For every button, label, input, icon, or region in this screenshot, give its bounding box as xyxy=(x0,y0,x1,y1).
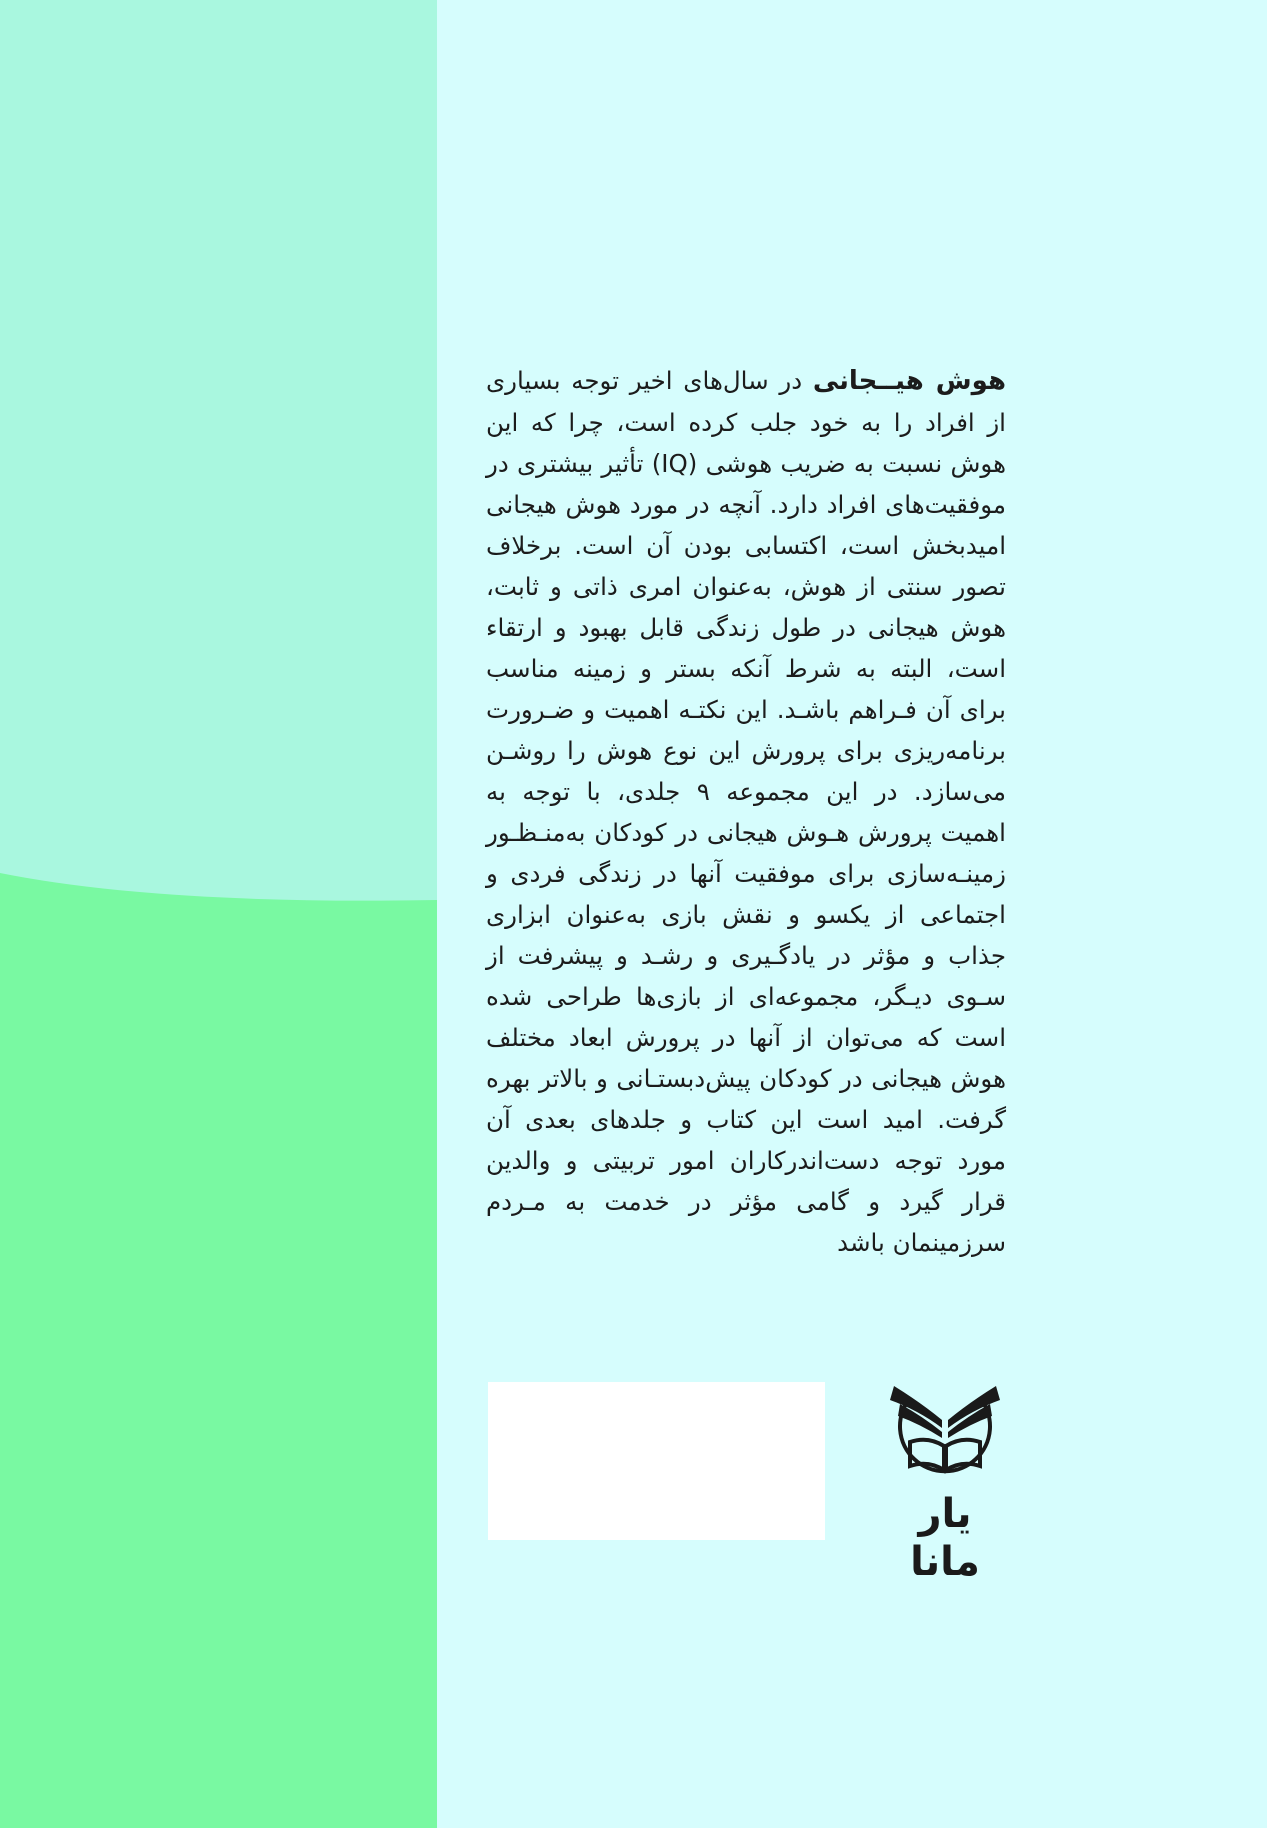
open-book-wings-icon xyxy=(880,1380,1010,1490)
back-cover-blurb xyxy=(486,360,1006,1263)
blurb-lead-title: هوش هیــجانی xyxy=(812,366,1006,396)
color-wave-background xyxy=(0,0,437,1828)
publisher-logo xyxy=(880,1380,1010,1585)
publisher-name: یار مانا xyxy=(910,1491,980,1585)
green-bottom-wave xyxy=(0,873,437,1828)
blurb-body-text: در سال‌های اخیر توجه بسیاری از افراد را به خود جلب کرده است، چرا که این هوش نسبت به ضریب هوشی (IQ) تأثیر بیشتری در موفقیت‌های افراد دارد. آنچه در مورد هوش هیجانی امیدبخش است، اکتسابی بودن آن است. برخلاف تصور سنتی از هوش، به‌عنوان امری ذاتی و ثابت، هوش هیجانی در طول زندگی قابل بهبود و ارتقاء است، البته به شرط آنکه بستر و زمینه مناسب برای آن فـراهم باشـد. این نکتـه اهمیت و ضـرورت برنامه‌ریزی برای پرورش این نوع هوش را روشـن می‌سازد. در این مجموعه ۹ جلدی، با توجه به اهمیت پرورش هـوش هیجانی در کودکان به‌منـظـور زمینـه‌سازی برای موفقیت آنها در زندگی فردی و اجتماعی از یکسو و نقش بازی به‌عنوان ابزاری جذاب و مؤثر در یادگـیری و رشـد و پیشرفت از سـوی دیـگر، مجموعه‌ای از بازی‌ها طراحی شده است که می‌توان از آنها در پرورش ابعاد مختلف هوش هیجانی در کودکان پیش‌دبستـانی و بالاتر بهره گرفت. امید است این کتاب و جلدهای بعدی آن مورد توجه دست‌اندرکاران امور تربیتی و والدین قرار گیرد و گامی مؤثر در خدمت به مـردم سرزمینمان باشد xyxy=(486,366,1006,1257)
cover-left-panel xyxy=(0,0,437,1828)
barcode-placeholder xyxy=(488,1382,825,1540)
